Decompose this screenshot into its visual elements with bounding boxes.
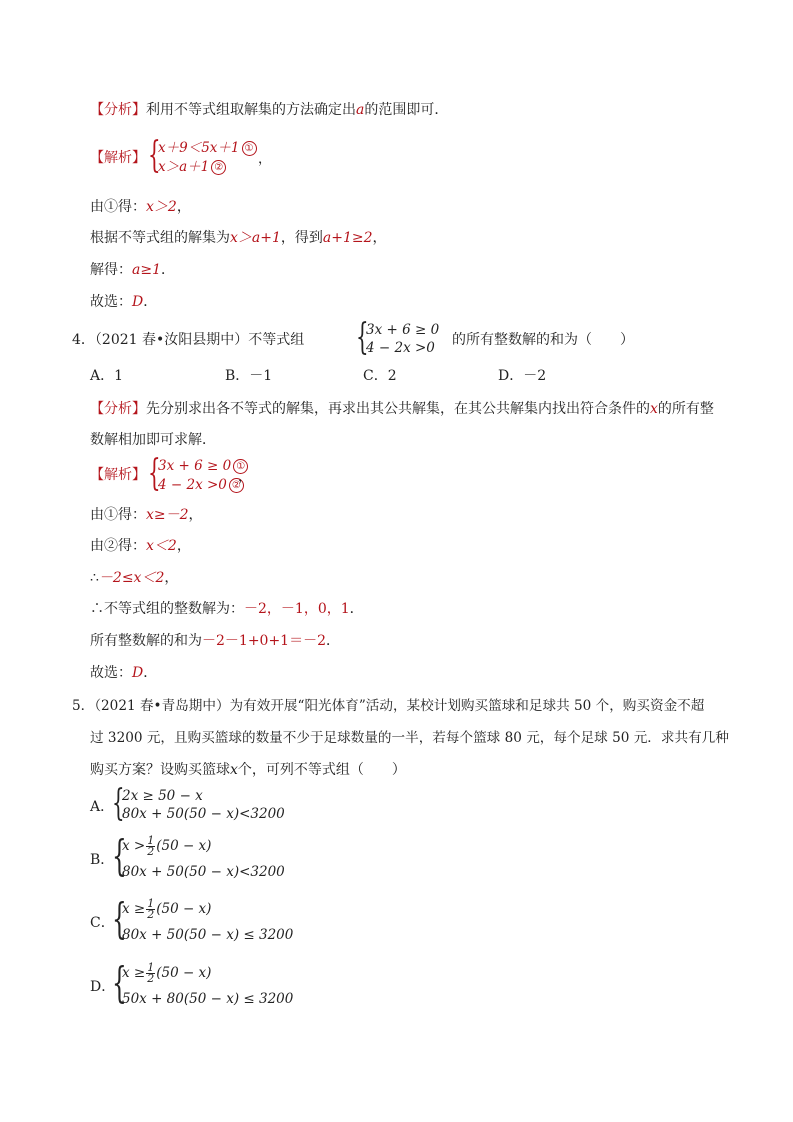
step-punct: ．	[143, 665, 158, 681]
system-row-1	[158, 139, 257, 157]
circle-mark: ②	[211, 160, 226, 175]
fraction	[146, 899, 155, 920]
brace-symbol: {	[112, 958, 127, 1007]
system-tail: ，	[258, 151, 272, 167]
q3-step-3	[90, 260, 175, 280]
system-row-1	[122, 836, 211, 857]
analysis-text-end: 的所有整	[657, 401, 714, 417]
step-punct: ．	[326, 633, 340, 649]
analysis-text: 先分别求出各不等式的解集，再求出其公共解集，在其公共解集内找出符合条件的	[146, 401, 650, 417]
q3-inequality-system	[148, 135, 288, 178]
q3-step-2	[90, 228, 387, 248]
step-value: a≥1	[132, 262, 161, 278]
step-text: 故选：	[90, 665, 132, 681]
row-expression: (50 − x)	[156, 965, 212, 981]
step-text: 解得：	[90, 262, 132, 278]
row-expression: (50 − x)	[156, 901, 212, 917]
q5-option-a-system	[112, 783, 312, 826]
stem-text: 购买方案？设购买篮球	[90, 762, 230, 778]
system-row-1: 3x + 6 ≥ 0	[366, 322, 440, 338]
stem-text: 4．（2021 春•汝阳县期中）不等式组	[72, 332, 305, 348]
row-expression: x＞a＋1	[158, 159, 210, 175]
step-value: －2，－1，0，1	[244, 601, 350, 617]
solution-tag: 【解析】	[90, 150, 146, 166]
q4-solution-tag	[90, 465, 146, 485]
row-expression: 4 − 2x >0	[158, 477, 227, 493]
system-row-2: 80x + 50(50 − x)<3200	[122, 806, 285, 822]
analysis-tag: 【分析】	[90, 102, 146, 118]
step-text: 由①得：	[90, 507, 146, 523]
step-text: ，得到	[280, 230, 323, 246]
step-value: －2≤x＜2	[98, 570, 165, 586]
fraction-numerator: 1	[147, 961, 155, 974]
q3-step-1	[90, 197, 191, 217]
analysis-variable: x	[650, 401, 658, 417]
system-row-1: 2x ≥ 50 − x	[122, 788, 203, 804]
step-value: x＞a+1	[230, 230, 281, 246]
row-expression: 3x + 6 ≥ 0	[158, 458, 232, 474]
brace-symbol: {	[356, 317, 369, 358]
solution-tag: 【解析】	[90, 467, 146, 483]
analysis-text-end: 的范围即可．	[364, 102, 449, 118]
analysis-text: 利用不等式组取解集的方法确定出	[146, 102, 356, 118]
step-punct: ，	[176, 538, 191, 554]
q5-stem-line-1: 5．（2021 春•青岛期中）为有效开展“阳光体育”活动，某校计划购买篮球和足球共 50 个，购买资金不超	[72, 698, 705, 714]
fraction-numerator: 1	[147, 834, 155, 847]
q4-option-b: B．－1	[225, 368, 273, 384]
step-text: 由①得：	[90, 199, 146, 215]
stem-variable: x	[230, 762, 238, 778]
circle-mark: ①	[233, 459, 248, 474]
q5-stem-line-2: 过 3200 元，且购买篮球的数量不少于足球数量的一半，若每个篮球 80 元，每个足球 50 元．求共有几种	[90, 730, 729, 746]
brace-symbol: {	[148, 453, 161, 494]
system-row-2: 80x + 50(50 − x)<3200	[122, 864, 285, 880]
step-punct: ．	[160, 262, 175, 278]
step-punct: ，	[372, 230, 387, 246]
q4-step-1	[90, 505, 203, 525]
system-row-1	[122, 899, 211, 920]
q4-step-6	[90, 663, 157, 683]
row-expression: x＋9＜5x＋1	[158, 140, 240, 156]
q5-stem-line-3	[90, 760, 406, 780]
q4-step-2	[90, 536, 191, 556]
q5-option-d-label: D．	[90, 979, 116, 995]
q4-analysis	[90, 399, 714, 419]
system-row-1	[122, 963, 211, 984]
q5-option-a-label: A．	[90, 799, 115, 815]
fraction-denominator: 2	[147, 972, 155, 985]
step-value: a+1≥2	[322, 230, 373, 246]
step-text: ∴不等式组的整数解为：	[90, 601, 244, 617]
step-text: ∴	[90, 570, 99, 586]
system-row-1	[158, 457, 248, 475]
q5-option-b-label: B．	[90, 852, 115, 868]
fraction	[146, 836, 155, 857]
q4-option-c: C．2	[363, 368, 397, 384]
step-text: 所有整数解的和为	[90, 633, 202, 649]
q3-step-4	[90, 292, 157, 312]
q4-option-a: A．1	[90, 368, 124, 384]
system-row-2	[158, 158, 226, 176]
analysis-tag: 【分析】	[90, 401, 146, 417]
q4-stem-end: 的所有整数解的和为（ ）	[452, 332, 634, 348]
circle-mark: ①	[242, 141, 257, 156]
q4-inequality-system	[148, 453, 268, 496]
row-expression: (50 − x)	[156, 838, 212, 854]
q4-step-3	[90, 568, 178, 588]
brace-symbol: {	[112, 783, 125, 824]
row-expression: x >	[122, 838, 146, 854]
step-value: D	[132, 665, 144, 681]
fraction-numerator: 1	[147, 897, 155, 910]
system-row-2	[158, 476, 244, 494]
system-row-2: 80x + 50(50 − x) ≤ 3200	[122, 927, 294, 943]
step-punct: ，	[164, 570, 179, 586]
step-text: 由②得：	[90, 538, 146, 554]
step-text: 故选：	[90, 294, 132, 310]
stem-text: 个，可列不等式组（ ）	[237, 762, 406, 778]
system-row-2: 50x + 80(50 − x) ≤ 3200	[122, 991, 294, 1007]
step-value: D	[132, 294, 144, 310]
step-punct: ．	[349, 601, 364, 617]
system-tail: ，	[238, 469, 252, 485]
q4-step-4	[90, 599, 364, 619]
brace-symbol: {	[148, 135, 161, 176]
q4-step-5	[90, 631, 340, 651]
q3-analysis	[90, 100, 448, 120]
step-value: x≥－2	[146, 507, 189, 523]
row-expression: x ≥	[122, 901, 146, 917]
q4-option-d: D．－2	[498, 368, 547, 384]
step-punct: ，	[176, 199, 191, 215]
row-expression: x ≥	[122, 965, 146, 981]
system-row-2: 4 − 2x >0	[366, 340, 435, 356]
q4-analysis-line-2: 数解相加即可求解．	[90, 432, 216, 448]
step-text: 根据不等式组的解集为	[90, 230, 230, 246]
step-value: －2－1+0+1＝－2	[202, 633, 326, 649]
step-punct: ．	[143, 294, 158, 310]
q5-option-b-system	[112, 831, 312, 884]
fraction	[146, 963, 155, 984]
fraction-denominator: 2	[147, 908, 155, 921]
analysis-variable: a	[356, 102, 365, 118]
brace-symbol: {	[112, 831, 127, 880]
step-value: x＜2	[146, 538, 177, 554]
step-punct: ，	[188, 507, 203, 523]
q5-option-d-system	[112, 958, 312, 1011]
q5-option-c-system	[112, 894, 312, 947]
q3-solution-tag	[90, 148, 146, 168]
step-value: x＞2	[146, 199, 177, 215]
q5-option-c-label: C．	[90, 915, 115, 931]
circle-mark: ②	[229, 478, 244, 493]
q4-stem	[72, 330, 304, 350]
brace-symbol: {	[112, 894, 127, 943]
fraction-denominator: 2	[147, 845, 155, 858]
